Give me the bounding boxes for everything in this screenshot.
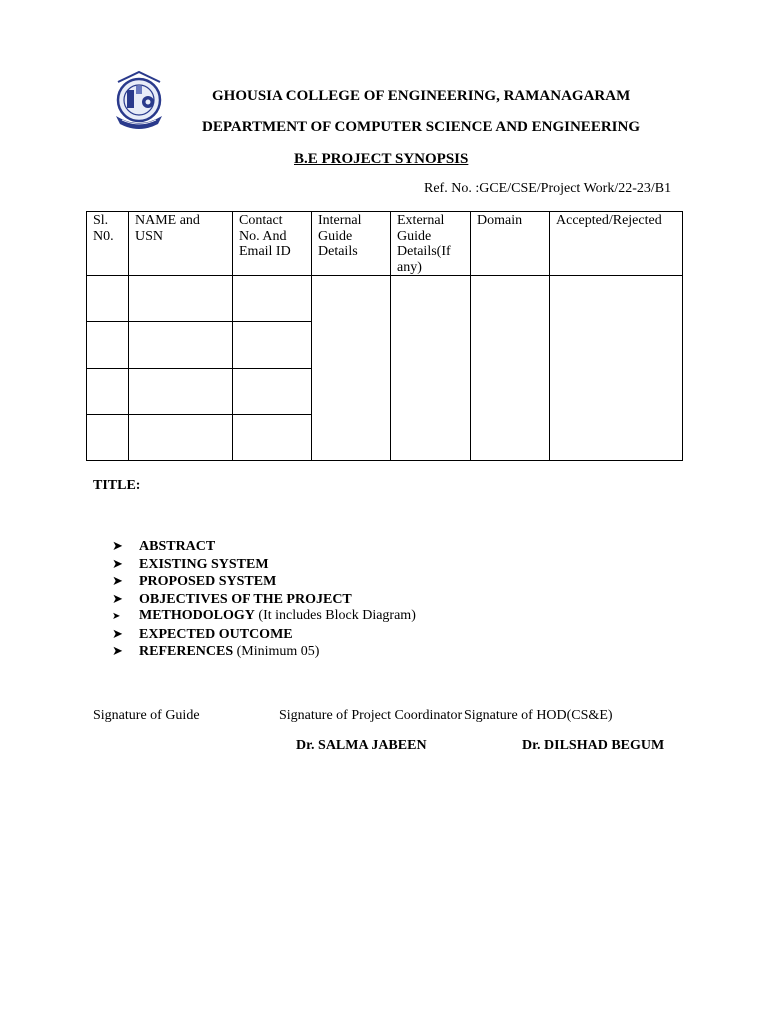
list-item: ➤ OBJECTIVES OF THE PROJECT [112,590,352,607]
reference-number: Ref. No. :GCE/CSE/Project Work/22-23/B1 [424,181,672,196]
title-label: TITLE: [93,478,141,493]
col-header-name-usn: NAME and USN [129,212,233,276]
list-item: ➤ ABSTRACT [112,538,216,554]
col-header-sl-no: Sl. N0. [87,212,129,276]
hod-name: Dr. DILSHAD BEGUM [522,738,665,753]
name-usn-cell[interactable] [129,276,233,322]
signature-hod: Signature of HOD(CS&E) [464,708,613,723]
college-crest-icon [108,68,170,136]
department-name: DEPARTMENT OF COMPUTER SCIENCE AND ENGINEERING [202,119,640,135]
name-usn-cell[interactable] [129,322,233,368]
list-item: ➤ REFERENCES (Minimum 05) [112,643,320,659]
internal-guide-cell[interactable] [312,276,391,461]
signature-guide: Signature of Guide [93,708,200,723]
synopsis-sections-list [112,537,416,660]
arrowhead-bullet-icon: ➤ [112,611,121,622]
list-item: ➤ METHODOLOGY (It includes Block Diagram) [112,607,416,625]
col-header-contact: Contact No. And Email ID [233,212,312,276]
arrowhead-bullet-icon: ➤ [112,590,123,606]
list-item: ➤ EXPECTED OUTCOME [112,625,293,642]
contact-cell[interactable] [233,368,312,414]
list-item: ➤ EXISTING SYSTEM [112,555,269,572]
sl-no-cell[interactable] [87,322,129,368]
arrowhead-bullet-icon: ➤ [112,555,123,571]
status-cell[interactable] [550,276,683,461]
external-guide-cell[interactable] [391,276,471,461]
arrowhead-bullet-icon: ➤ [112,643,123,658]
col-header-external-guide: External Guide Details(If any) [391,212,471,276]
name-usn-cell[interactable] [129,414,233,460]
sl-no-cell[interactable] [87,276,129,322]
sl-no-cell[interactable] [87,368,129,414]
student-details-table [86,211,683,461]
contact-cell[interactable] [233,414,312,460]
arrowhead-bullet-icon: ➤ [112,538,123,553]
list-item: ➤ PROPOSED SYSTEM [112,573,277,589]
domain-cell[interactable] [471,276,550,461]
table-header-row [87,212,683,276]
signature-coordinator: Signature of Project Coordinator [279,708,463,723]
arrowhead-bullet-icon: ➤ [112,573,123,588]
col-header-internal-guide: Internal Guide Details [312,212,391,276]
contact-cell[interactable] [233,276,312,322]
col-header-status: Accepted/Rejected [550,212,683,276]
arrowhead-bullet-icon: ➤ [112,625,123,641]
sl-no-cell[interactable] [87,414,129,460]
college-name: GHOUSIA COLLEGE OF ENGINEERING, RAMANAGARAM [212,88,631,104]
table-row [87,276,683,322]
document-title: B.E PROJECT SYNOPSIS [294,151,469,167]
coordinator-name: Dr. SALMA JABEEN [296,738,427,753]
contact-cell[interactable] [233,322,312,368]
col-header-domain: Domain [471,212,550,276]
name-usn-cell[interactable] [129,368,233,414]
